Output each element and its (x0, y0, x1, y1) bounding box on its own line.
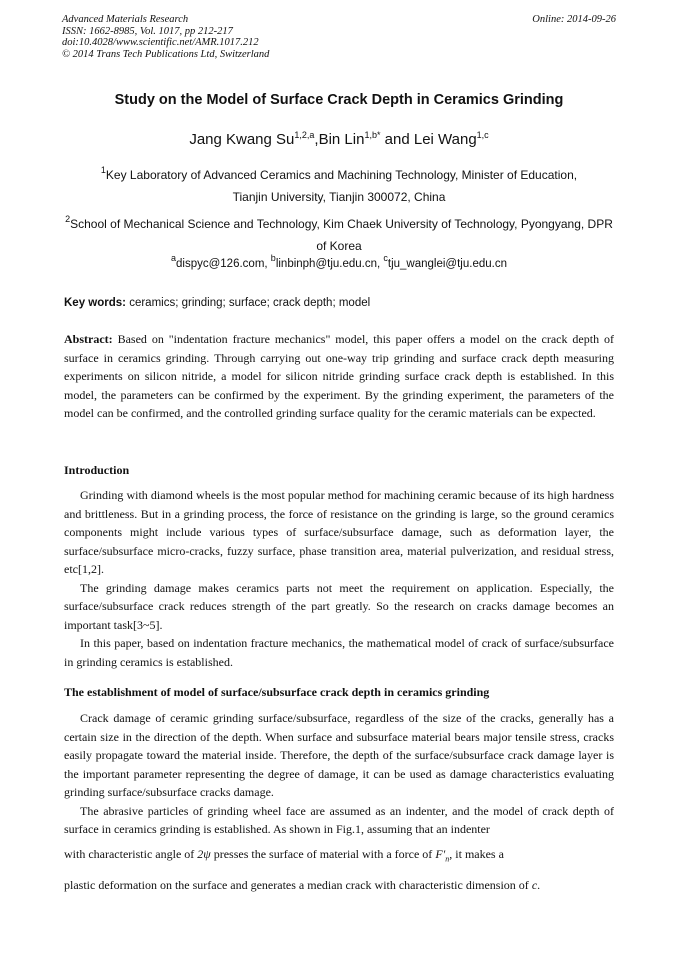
email-superscript: b (270, 253, 276, 263)
model-section-heading: The establishment of model of surface/subsurface crack depth in ceramics grinding (64, 685, 490, 699)
affiliation-2 (64, 213, 614, 257)
force-subscript: n (445, 853, 450, 863)
affiliation-superscript: 1 (100, 165, 106, 175)
author-superscript: 1,b* (364, 130, 381, 140)
text-run: . (537, 877, 541, 892)
paragraph (64, 874, 614, 896)
force-symbol: F′ (435, 846, 446, 861)
online-date: Online: 2014-09-26 (532, 14, 616, 25)
paragraph: In this paper, based on indentation fracture mechanics, the mathematical model of crack of surface/subsurface in grinding ceramics is established. (64, 636, 614, 669)
text-run: plastic deformation on the surface and generates a median crack with characteristic dimension of (64, 877, 532, 892)
paragraph: Grinding with diamond wheels is the most popular method for machining ceramic because of its high hardness and brittleness. But in a grinding process, the force of resistance on the grinding is large, so the ground ceramics components might include various types of surface/subsurface damage, such as deformation layer, the surface/subsurface micro-cracks, fuzzy surface, phase transition area, material pulverization, and residual stress, etc[1,2]. (64, 488, 614, 576)
abstract-text: Based on "indentation fracture mechanics" model, this paper offers a model on the crack depth of surface in ceramics grinding. Through carrying out one-way trip grinding and surface crack depth measuring experiments on silicon nitride, a model for silicon nitride grinding surface crack depth is established. In this model, the parameters can be confirmed by the experiment. By the grinding experiment, the parameters of the model can be confirmed, and the controlled grinding surface quality for the ceramic materials can be expected. (64, 332, 614, 420)
text-run: presses the surface of material with a force of (210, 846, 436, 861)
affiliation-1 (64, 164, 614, 208)
affiliation-superscript: 2 (65, 214, 71, 224)
author-name: ,Bin Lin (314, 131, 365, 148)
doi: doi:10.4028/www.scientific.net/AMR.1017.212 (62, 37, 259, 48)
email-c: tju_wanglei@tju.edu.cn (387, 258, 507, 270)
author-name: Jang Kwang Su (189, 131, 295, 148)
paragraph: The abrasive particles of grinding wheel face are assumed as an indenter, and the model of crack depth of surface in ceramics grinding is established. As shown in Fig.1, assuming that an indenter (64, 803, 614, 836)
keywords-text: ceramics; grinding; surface; crack depth; model (126, 297, 371, 309)
author-list (40, 131, 638, 148)
abstract (64, 330, 614, 423)
email-b: linbinph@tju.edu.cn, (275, 258, 384, 270)
abstract-label: Abstract: (64, 332, 113, 346)
author-superscript: 1,c (476, 130, 489, 140)
page-header (62, 14, 616, 60)
introduction-heading: Introduction (64, 463, 130, 477)
author-name: and Lei Wang (380, 131, 477, 148)
copyright: © 2014 Trans Tech Publications Ltd, Switzerland (62, 48, 270, 60)
keywords-label: Key words: (64, 297, 126, 309)
email-superscript: c (383, 253, 388, 263)
text-run: with characteristic angle of (64, 846, 198, 861)
email-superscript: a (171, 253, 177, 263)
crack-dimension-symbol: c (531, 877, 538, 892)
angle-symbol: 2ψ (197, 846, 211, 861)
journal-name: Advanced Materials Research (62, 14, 189, 25)
affiliation-text: School of Mechanical Science and Technology, Kim Chaek University of Technology, Pyongyang, DPR of Korea (70, 217, 613, 253)
author-superscript: 1,2,a (294, 130, 315, 140)
keywords (64, 297, 614, 309)
paragraph (64, 839, 614, 874)
model-section-body (64, 709, 614, 896)
text-run: , it makes a (449, 846, 504, 861)
issn: ISSN: 1662-8985, Vol. 1017, pp 212-217 (62, 25, 233, 37)
email-a: dispyc@126.com, (176, 258, 271, 270)
introduction-body (64, 486, 614, 671)
paragraph: The grinding damage makes ceramics parts not meet the requirement on application. Especially, the surface/subsurface crack reduces strength of the part greatly. So the research on cracks damage becomes an important task[3~5]. (64, 580, 614, 632)
affiliation-text: Key Laboratory of Advanced Ceramics and Machining Technology, Minister of Education, (105, 168, 578, 182)
paragraph: Crack damage of ceramic grinding surface/subsurface, regardless of the size of the cracks, generally has a certain size in the direction of the depth. When surface and subsurface material bears major tensile stress, cracks easily propagate toward the material inside. Therefore, the depth of the surface/subsurface crack damage layer is the important parameter representing the degree of damage, it can be used as damage characteristics evaluating grinding surface/subsurface cracks damage. (64, 711, 614, 799)
paper-title: Study on the Model of Surface Crack Depth in Ceramics Grinding (114, 92, 564, 108)
affiliation-text: Tianjin University, Tianjin 300072, China (232, 190, 446, 204)
author-emails (64, 253, 614, 270)
